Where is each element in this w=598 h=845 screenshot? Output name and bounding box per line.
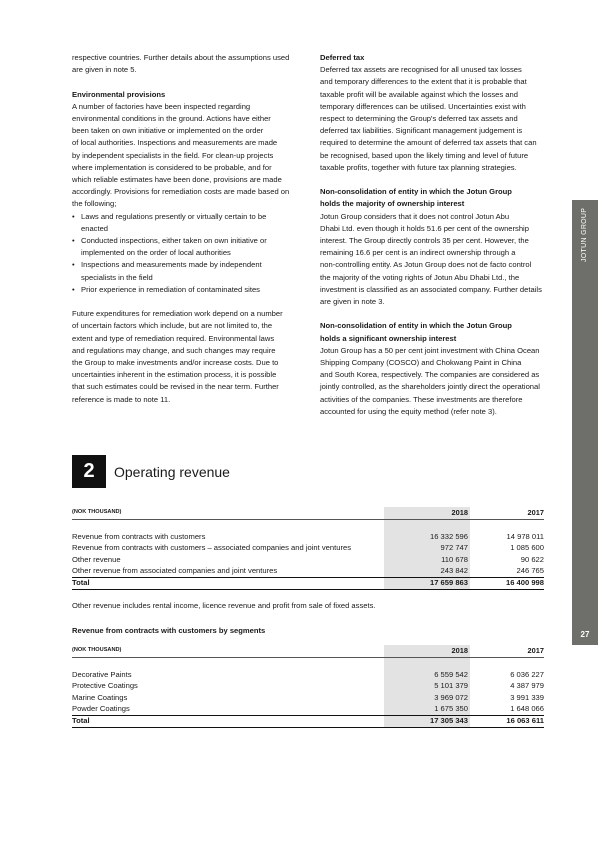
side-tab-label: JOTUN GROUP	[580, 207, 588, 263]
section-title: Operating revenue	[114, 464, 230, 480]
future-line: Future expenditures for remediation work depend on a number	[72, 309, 283, 319]
env-line: where implementation is considered to be probable, and for	[72, 162, 272, 172]
noncons1-line: non-controlling entity. As Jotun Group does not de facto control	[320, 260, 532, 270]
noncons2-line: accounted for using the equity method (refer note 3).	[320, 406, 497, 416]
total-row: Total 17 659 863 16 400 998	[72, 577, 544, 587]
noncons1-line: Dhabi Ltd. even though it holds 51.6 per cent of the ownership	[320, 223, 529, 233]
noncons2-line: and South Korea, respectively. The companies are considered as	[320, 370, 540, 380]
total-row: Total 17 305 343 16 063 611	[72, 715, 544, 725]
header-rule	[72, 657, 544, 658]
section-number: 2	[72, 455, 106, 488]
list-item: • Prior experience in remediation of contaminated sites	[72, 284, 294, 296]
deferred-tax-heading: Deferred tax	[320, 53, 365, 62]
env-line: environmental conditions in the ground. Actions have either	[72, 114, 271, 123]
unit-label: (NOK THOUSAND)	[72, 647, 122, 653]
side-tab	[572, 200, 598, 645]
list-item: • Laws and regulations presently or virtually certain to be enacted	[72, 211, 294, 235]
deferred-line: taxable profits, together with future tax planning strategies.	[320, 162, 517, 172]
future-line: uncertainties inherent in the estimation process, it is possible	[72, 370, 277, 380]
env-line: been taken on own initiative or implemented on the order	[72, 126, 264, 136]
env-line: of local authorities. Inspections and measurements are made	[72, 138, 278, 148]
noncons2-line: Shipping Company (COSCO) and Chokwang Paint in China	[320, 358, 522, 368]
noncons1-line: investment is classified as an associated company. Further details	[320, 284, 542, 294]
operating-revenue-table	[72, 507, 544, 588]
deferred-line: taxable profit will be available against which the losses and	[320, 89, 518, 99]
deferred-line: and temporary differences to the extent that it is probable that	[320, 77, 527, 87]
deferred-line: respect to determining the Group's deferred tax assets and	[320, 114, 518, 124]
env-line: by independent specialists in the field. For clean-up projects	[72, 150, 274, 160]
noncons1-line: remaining 16.6 per cent is an indirect ownership through a	[320, 248, 516, 258]
segments-heading: Revenue from contracts with customers by segments	[72, 626, 266, 635]
future-line: reference is made to note 11.	[72, 394, 171, 404]
deferred-line: temporary differences can be utilised. Uncertainties exist with	[320, 101, 526, 111]
noncons2-line: activities of the companies. These investments are therefore	[320, 394, 523, 404]
table-row: Powder Coatings 1 675 350 1 648 066	[72, 704, 544, 713]
table-row: Protective Coatings 5 101 379 4 387 979	[72, 681, 544, 690]
list-item: • Inspections and measurements made by independent specialists in the field	[72, 259, 294, 283]
noncons1-line: are given in note 3.	[320, 297, 385, 307]
noncons1-line: Jotun Group considers that it does not control Jotun Abu	[320, 211, 510, 221]
env-line: the following;	[72, 199, 117, 209]
noncons2-line: Jotun Group has a 50 per cent joint investment with China Ocean	[320, 345, 540, 355]
provision-basis-list	[72, 211, 294, 296]
column-header-2017: 2017	[527, 646, 544, 655]
table-row: Revenue from contracts with customers – associated companies and joint ventures 972 747 1 085 600	[72, 543, 544, 552]
future-line: extent and type of remediation required. Environmental laws	[72, 333, 275, 343]
intro-line: are given in note 5.	[72, 65, 137, 75]
future-line: of uncertain factors which include, but are not limited to, the	[72, 321, 273, 331]
table-header-row	[72, 507, 544, 519]
table-row: Other revenue from associated companies and joint ventures 243 842 246 765	[72, 566, 544, 575]
noncons2-line: jointly controlled, as the shareholders jointly direct the operational	[320, 382, 540, 392]
list-item: • Conducted inspections, either taken on own initiative or implemented on the order of local authorities	[72, 235, 294, 259]
column-header-2017: 2017	[527, 508, 544, 517]
table-row: Other revenue 110 678 90 622	[72, 554, 544, 564]
column-header-2018: 2018	[451, 508, 468, 517]
non-consolidation-significant-heading: holds a significant ownership interest	[320, 333, 457, 343]
unit-label: (NOK THOUSAND)	[72, 509, 122, 515]
segments-table	[72, 645, 544, 726]
header-rule	[72, 519, 544, 520]
left-column	[72, 52, 294, 406]
env-line: accordingly. Provisions for remediation costs are made based on	[72, 187, 290, 197]
future-line: the Group to make investments and/or increase costs. Due to	[72, 358, 279, 368]
non-consolidation-significant-heading: Non-consolidation of entity in which the Jotun Group	[320, 321, 512, 331]
non-consolidation-majority-heading: Non-consolidation of entity in which the Jotun Group	[320, 187, 512, 197]
future-line: and regulations may change, and such changes may require	[72, 345, 276, 355]
deferred-line: be recognised, based upon the likely timing and level of future	[320, 150, 529, 160]
table-row: Decorative Paints 6 559 542 6 036 227	[72, 669, 544, 679]
table-row: Marine Coatings 3 969 072 3 991 339	[72, 692, 544, 702]
column-header-2018: 2018	[451, 646, 468, 655]
deferred-line: deferred tax liabilities. Significant management judgement is	[320, 126, 523, 136]
deferred-line: required to determine the amount of deferred tax assets that can	[320, 138, 537, 148]
bottom-rule	[72, 727, 544, 728]
bottom-rule	[72, 589, 544, 590]
table-header-row	[72, 645, 544, 657]
non-consolidation-majority-heading: holds the majority of ownership interest	[320, 199, 465, 209]
table-row: Revenue from contracts with customers 16 332 596 14 978 011	[72, 531, 544, 541]
page-number: 27	[580, 629, 590, 639]
future-line: that such estimates could be revised in the near term. Further	[72, 382, 279, 392]
environmental-provisions-heading: Environmental provisions	[72, 89, 166, 99]
other-revenue-note: Other revenue includes rental income, licence revenue and profit from sale of fixed assets.	[72, 601, 376, 610]
env-line: which reliable estimates have been done, provisions are made	[72, 175, 282, 185]
noncons1-line: interest. The Group directly controls 35 per cent. However, the	[320, 236, 529, 246]
env-line: A number of factories have been inspected regarding	[72, 101, 251, 111]
deferred-line: Deferred tax assets are recognised for all unused tax losses	[320, 65, 522, 75]
noncons1-line: the majority of the voting rights of Jotun Abu Dhabi Ltd., the	[320, 272, 520, 282]
right-column	[320, 52, 542, 418]
intro-line: respective countries. Further details about the assumptions used	[72, 53, 290, 62]
